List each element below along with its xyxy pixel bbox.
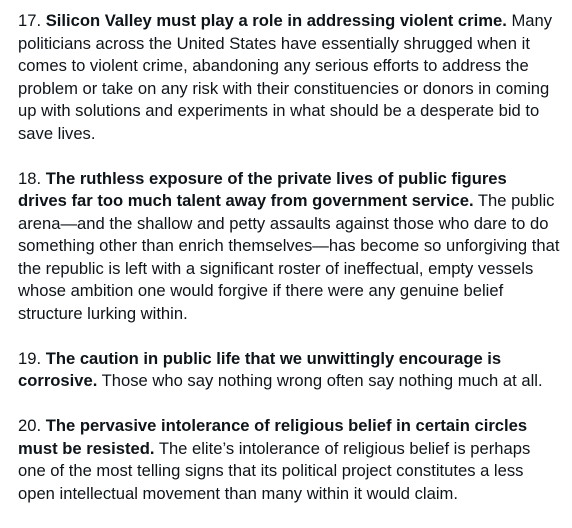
item-text: Many politicians across the United States have essentially shrugged when it comes to violent crime, abandoning any serious efforts to address the problem or take on any risk with their constituencies or donors in coming up with solutions and experiments in what should be a desperate bid to save lives.: [18, 11, 553, 143]
list-item: [18, 348, 560, 393]
item-number: 19.: [18, 348, 42, 368]
item-text: Those who say nothing wrong often say nothing much at all.: [101, 371, 543, 390]
item-text: The public arena—and the shallow and petty assaults against those who dare to do something other than enrich themselves—has become so unforgiving that the republic is left with a significant roster of ineffectual, empty vessels whose ambition one would forgive if there were any genuine belief structure lurking within.: [18, 191, 560, 323]
item-heading: The pervasive intolerance of religious belief in certain circles must be resisted.: [18, 416, 528, 458]
post-body: [18, 10, 560, 528]
item-heading: The ruthless exposure of the private lives of public figures drives far too much talent away from government service.: [18, 168, 507, 210]
item-heading: The caution in public life that we unwittingly encourage is corrosive.: [18, 348, 502, 390]
list-item: [18, 10, 560, 145]
item-number: 20.: [18, 416, 42, 435]
list-item: [18, 168, 560, 326]
item-number: 17.: [18, 11, 42, 30]
item-heading: Silicon Valley must play a role in addressing violent crime.: [45, 11, 507, 30]
list-item: [18, 415, 560, 505]
item-number: 18.: [18, 168, 42, 188]
item-text: The elite’s intolerance of religious belief is perhaps one of the most telling signs that its political project constitutes a less open intellectual movement than many within it would claim.: [18, 438, 531, 503]
